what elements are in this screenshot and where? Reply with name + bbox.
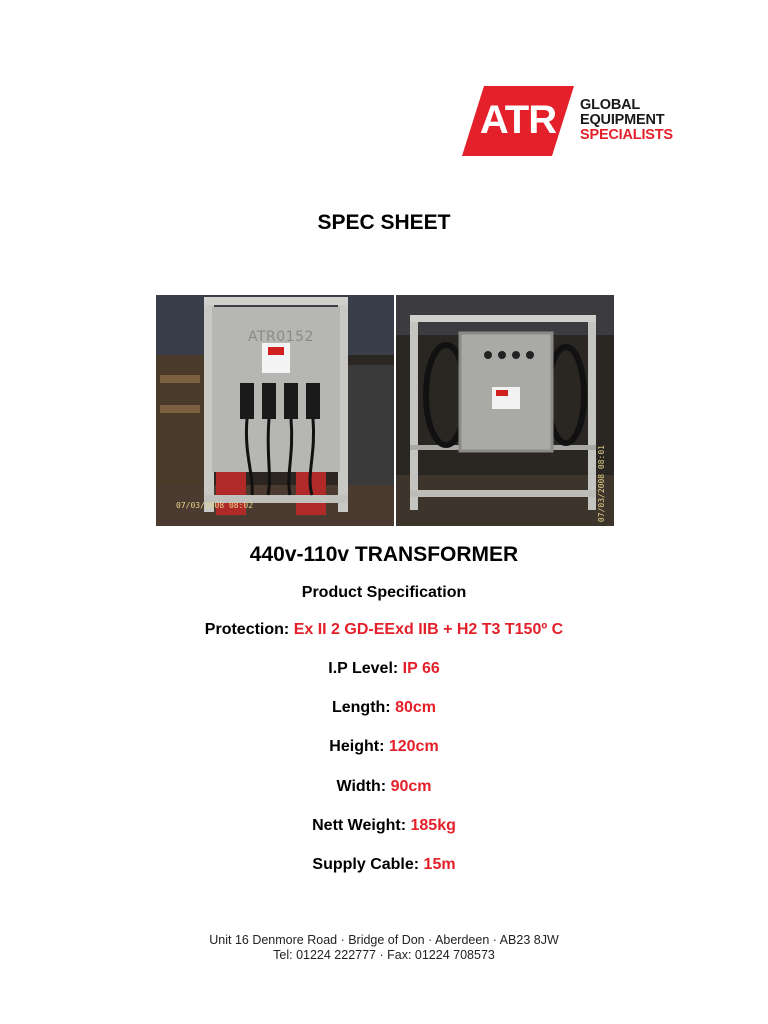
spec-length — [0, 699, 768, 717]
photo-rear — [396, 295, 614, 526]
photo-front — [156, 295, 394, 526]
spec-height — [0, 738, 768, 756]
spec-value: 80cm — [395, 699, 437, 716]
spec-width — [0, 778, 768, 796]
spec-value: 185kg — [410, 817, 456, 834]
logo-line-global: GLOBAL — [580, 97, 641, 113]
product-photos — [156, 295, 614, 526]
spec-value: Ex II 2 GD-EExd IIB + H2 T3 T150º C — [293, 621, 564, 638]
spec-label: Nett Weight: — [312, 817, 407, 834]
page-title: SPEC SHEET — [317, 211, 451, 234]
logo-wordmark — [580, 98, 673, 143]
spec-supply-cable — [0, 856, 768, 874]
spec-label: I.P Level: — [328, 660, 399, 677]
photo-rear-image — [396, 295, 614, 526]
photo-rear-timestamp: 07/03/2008 08:01 — [597, 445, 606, 523]
logo-badge-text: ATR — [479, 98, 557, 142]
footer-contact: Tel: 01224 222777 · Fax: 01224 708573 — [273, 948, 495, 962]
spec-value: IP 66 — [402, 660, 440, 677]
spec-protection — [0, 621, 768, 639]
product-name: 440v-110v TRANSFORMER — [249, 543, 519, 566]
spec-subtitle: Product Specification — [301, 584, 467, 601]
spec-nett-weight — [0, 817, 768, 835]
photo-front-plate: ATR0152 — [248, 329, 314, 345]
spec-value: 15m — [423, 856, 456, 873]
spec-label: Protection: — [204, 621, 290, 638]
atr-logo — [462, 86, 682, 158]
spec-label: Width: — [336, 778, 387, 795]
photo-front-timestamp: 07/03/2008 08:02 — [176, 501, 254, 510]
logo-line-equipment: EQUIPMENT — [580, 112, 665, 128]
footer-address: Unit 16 Denmore Road · Bridge of Don · Aberdeen · AB23 8JW — [209, 933, 559, 947]
spec-value: 120cm — [388, 738, 439, 755]
spec-label: Height: — [329, 738, 385, 755]
spec-label: Supply Cable: — [312, 856, 420, 873]
logo-line-specialists: SPECIALISTS — [580, 127, 673, 143]
spec-value: 90cm — [390, 778, 432, 795]
spec-ip-level — [0, 660, 768, 678]
spec-label: Length: — [331, 699, 391, 716]
